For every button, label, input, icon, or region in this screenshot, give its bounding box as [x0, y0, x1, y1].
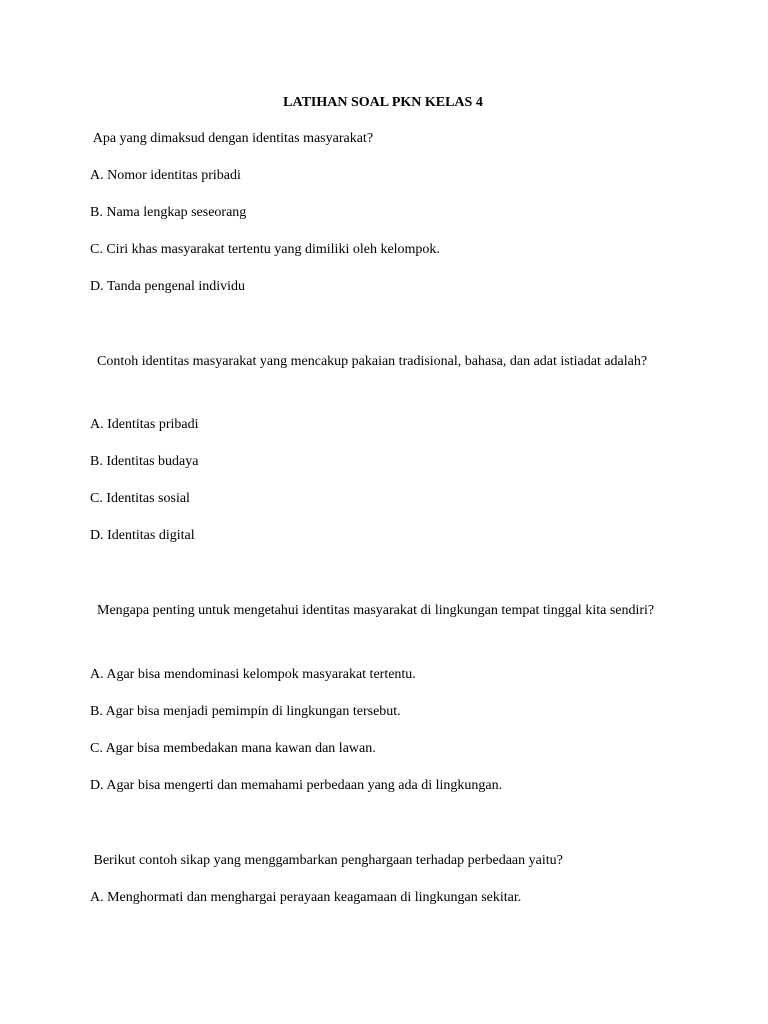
question-3-option-c: C. Agar bisa membedakan mana kawan dan lawan.	[90, 741, 376, 756]
question-3-text: Mengapa penting untuk mengetahui identitas masyarakat di lingkungan tempat tinggal kita sendiri?	[90, 603, 655, 618]
question-3-option-b: B. Agar bisa menjadi pemimpin di lingkungan tersebut.	[90, 704, 401, 719]
question-3-option-d: D. Agar bisa mengerti dan memahami perbedaan yang ada di lingkungan.	[90, 778, 503, 793]
question-4-option-a: A. Menghormati dan menghargai perayaan keagamaan di lingkungan sekitar.	[90, 890, 522, 905]
question-2-option-a: A. Identitas pribadi	[90, 417, 199, 432]
question-2-option-b: B. Identitas budaya	[90, 454, 199, 469]
question-2-text: Contoh identitas masyarakat yang mencakup pakaian tradisional, bahasa, dan adat istiadat adalah?	[90, 354, 648, 369]
question-3-option-a: A. Agar bisa mendominasi kelompok masyarakat tertentu.	[90, 667, 416, 682]
document-title: LATIHAN SOAL PKN KELAS 4	[283, 95, 483, 110]
question-1-text: Apa yang dimaksud dengan identitas masyarakat?	[90, 131, 374, 146]
question-2-option-c: C. Identitas sosial	[90, 491, 190, 506]
question-2-option-d: D. Identitas digital	[90, 528, 195, 543]
question-1-option-d: D. Tanda pengenal individu	[90, 279, 246, 294]
question-1-option-a: A. Nomor identitas pribadi	[90, 168, 241, 183]
question-4-text: Berikut contoh sikap yang menggambarkan penghargaan terhadap perbedaan yaitu?	[90, 853, 563, 868]
question-1-option-b: B. Nama lengkap seseorang	[90, 205, 247, 220]
question-1-option-c: C. Ciri khas masyarakat tertentu yang dimiliki oleh kelompok.	[90, 242, 440, 257]
